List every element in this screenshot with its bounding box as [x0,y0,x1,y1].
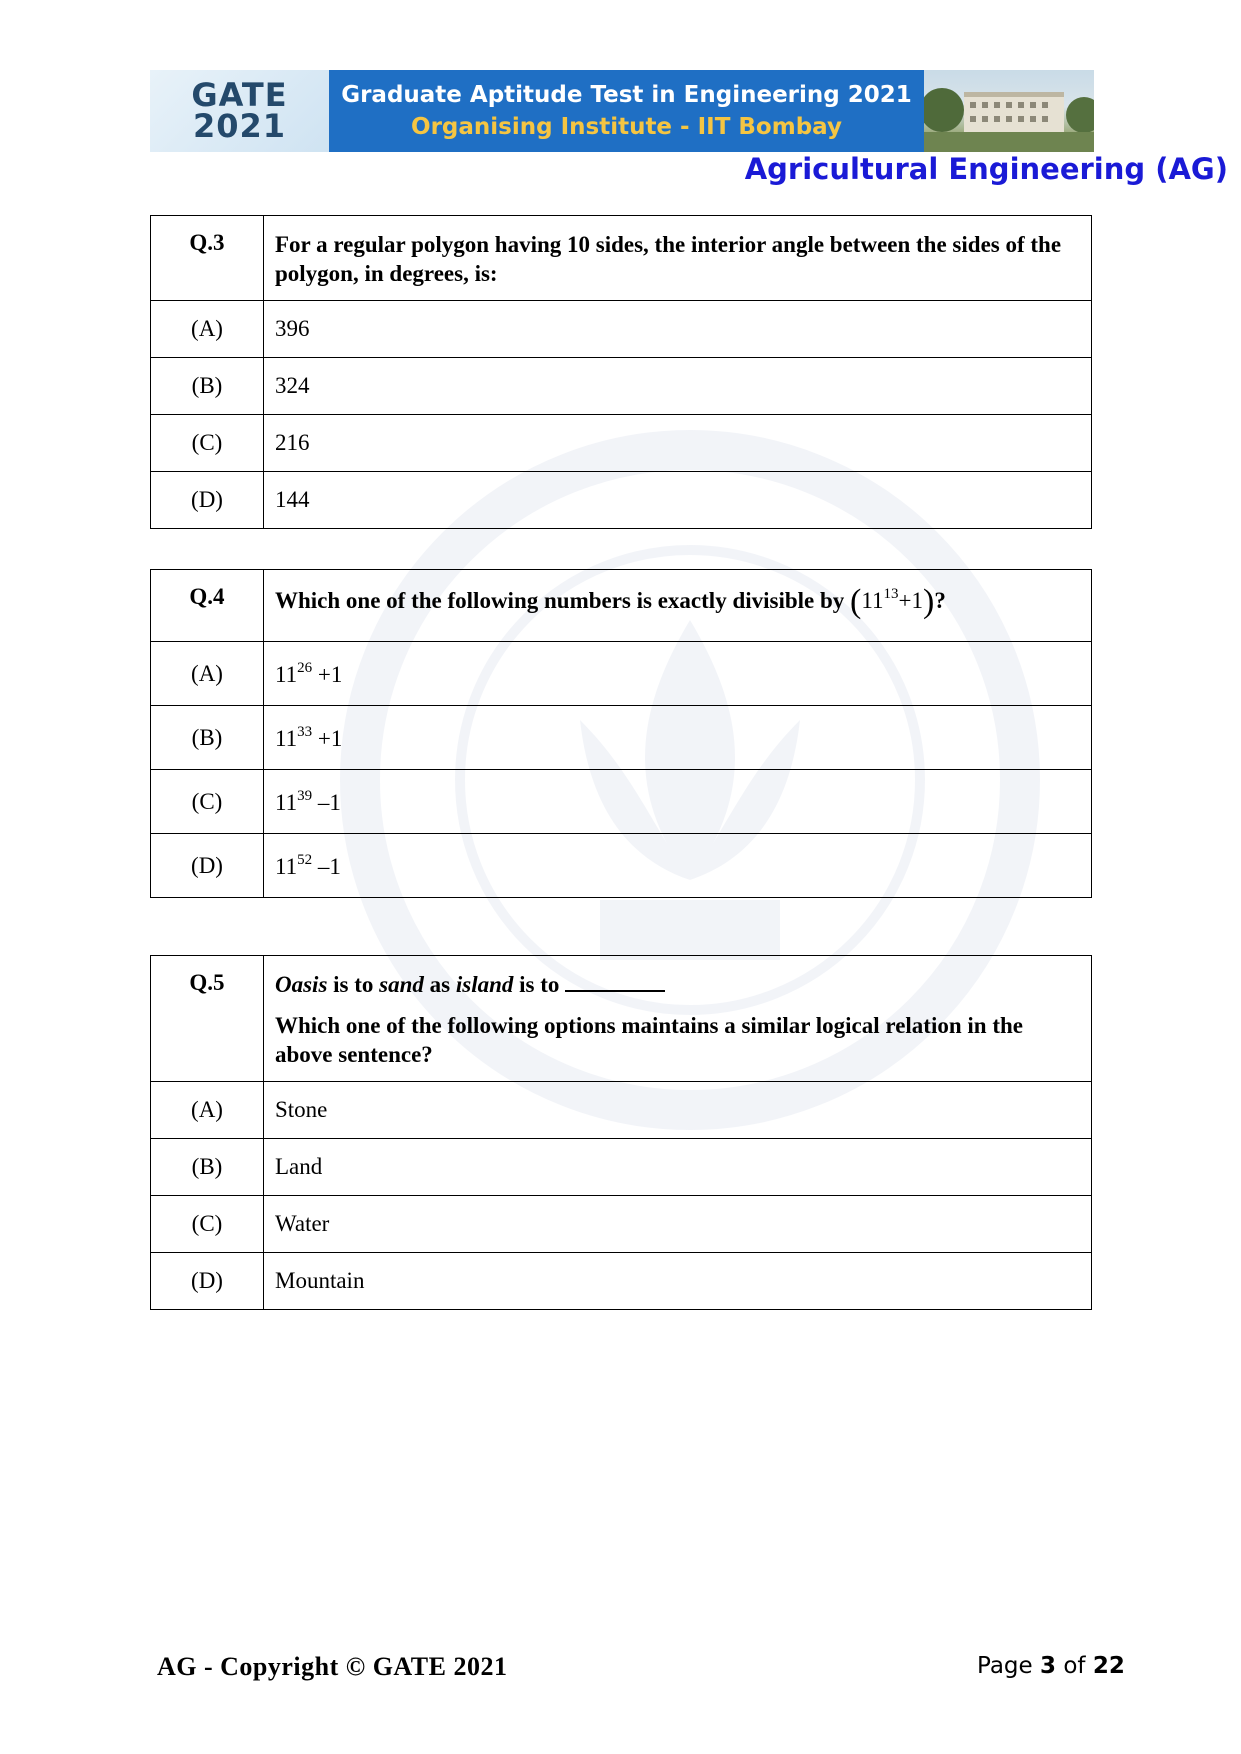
option-text: Water [264,1196,1092,1253]
question-text: Which one of the following numbers is exactly divisible by [275,588,845,613]
option-label: (B) [151,1139,264,1196]
question-text: For a regular polygon having 10 sides, the interior angle between the sides of the polygon, in degrees, is: [264,216,1092,301]
analogy-line: Oasis is to sand as island is to [275,970,1080,999]
option-label: (B) [151,358,264,415]
option-label: (A) [151,1082,264,1139]
campus-photo [924,70,1094,152]
subject-title: Agricultural Engineering (AG) [744,152,1228,186]
option-text: 216 [264,415,1092,472]
option-label: (D) [151,472,264,529]
option-label: (A) [151,642,264,706]
option-text: 144 [264,472,1092,529]
page-number: Page 3 of 22 [977,1653,1125,1679]
banner-title: Graduate Aptitude Test in Engineering 2021 [341,82,912,108]
option-row[interactable] [151,1196,1092,1253]
question-table-q4 [150,569,1092,898]
option-expression: $11^{33} +1$ [264,706,1092,770]
option-row[interactable] [151,358,1092,415]
banner-subtitle: Organising Institute - IIT Bombay [411,114,842,140]
option-row[interactable] [151,415,1092,472]
option-expression: $11^{39}$ –1 [264,770,1092,834]
header-banner [150,70,1094,152]
option-text: Land [264,1139,1092,1196]
option-label: (B) [151,706,264,770]
question-table-q3 [150,215,1092,529]
question-number: Q.3 [151,216,264,301]
footer-copyright: AG - Copyright © GATE 2021 [157,1652,508,1681]
option-label: (C) [151,770,264,834]
option-row[interactable] [151,770,1092,834]
option-row[interactable] [151,1082,1092,1139]
question-row [151,570,1092,642]
question-text-cell [264,570,1092,642]
option-label: (A) [151,301,264,358]
question-row [151,956,1092,1082]
option-label: (C) [151,1196,264,1253]
option-text: 324 [264,358,1092,415]
gate-logo [150,70,329,152]
question-number: Q.4 [151,570,264,642]
option-row[interactable] [151,472,1092,529]
logo-year: 2021 [192,107,287,145]
question-table-q5 [150,955,1092,1310]
option-row[interactable] [151,834,1092,898]
option-label: (D) [151,1253,264,1310]
question-mark: ? [934,588,946,613]
option-row[interactable] [151,642,1092,706]
option-label: (C) [151,415,264,472]
option-text: Mountain [264,1253,1092,1310]
option-row[interactable] [151,1253,1092,1310]
option-row[interactable] [151,706,1092,770]
option-text: Stone [264,1082,1092,1139]
question-row [151,216,1092,301]
question-text-cell [264,956,1092,1082]
option-label: (D) [151,834,264,898]
option-text: 396 [264,301,1092,358]
divisor-expression: $(11^{13}+1)$ [850,583,935,620]
option-expression: $11^{26} +1$ [264,642,1092,706]
answer-blank [565,970,665,992]
building-image [924,70,1094,152]
option-expression: $11^{52}$ –1 [264,834,1092,898]
question-text: Which one of the following options maintains a similar logical relation in the above sentence? [275,1013,1023,1067]
logo-word: GATE [191,76,288,114]
question-number: Q.5 [151,956,264,1082]
banner-title-box [329,70,924,152]
option-row[interactable] [151,1139,1092,1196]
option-row[interactable] [151,301,1092,358]
